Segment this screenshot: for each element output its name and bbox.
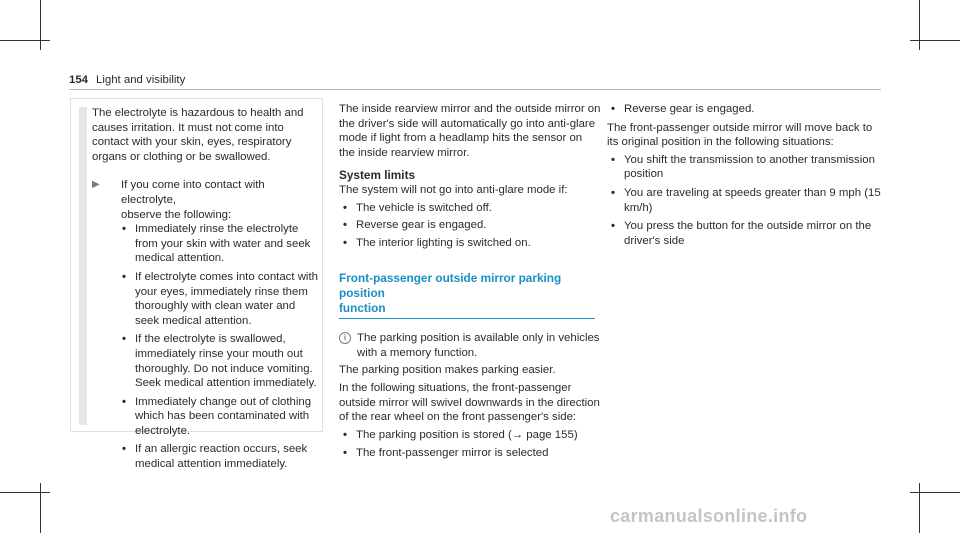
- bullet-icon: •: [122, 395, 126, 408]
- crop-mark: [910, 492, 960, 493]
- bullet-icon: •: [122, 223, 126, 236]
- crop-mark: [910, 40, 960, 41]
- bullet-icon: •: [343, 236, 347, 249]
- note-text: The parking position is available only in vehicles with a memory function.: [357, 332, 600, 359]
- list-item: • You are traveling at speeds greater than 9 mph (15 km/h): [611, 186, 881, 214]
- info-note: [339, 331, 601, 360]
- limits-list: [339, 201, 601, 251]
- section-title-line-2: function: [339, 300, 386, 315]
- anti-glare-intro: The inside rearview mirror and the outside mirror on the driver's side will automatically go into anti-glare mode if light from a headlamp hits the sensor on the inside rearview mirror.: [339, 103, 601, 159]
- instruction-line-2: observe the following:: [121, 208, 232, 221]
- list-item: • Reverse gear is engaged.: [343, 219, 487, 232]
- list-item: • You press the button for the outside mirror on the driver's side: [611, 220, 872, 247]
- instruction-line-1: If you come into contact with electrolyte,: [121, 179, 265, 206]
- bullet-icon: •: [343, 219, 347, 232]
- list-item: • The vehicle is switched off.: [343, 201, 492, 214]
- list-top: [607, 102, 882, 117]
- situations-list: [339, 428, 601, 461]
- list-item: • If electrolyte comes into contact with your eyes, immediately rinse them thoroughly with clean water and seek medical attention.: [122, 270, 318, 327]
- header-divider: [69, 89, 881, 90]
- bullet-icon: •: [122, 333, 126, 346]
- bullet-icon: •: [343, 201, 347, 214]
- list-item: • The parking position is stored (→ page 155): [343, 428, 578, 441]
- section-divider: [339, 318, 595, 319]
- warning-box: [70, 98, 323, 471]
- list-item: • The front-passenger mirror is selected: [343, 447, 549, 460]
- watermark: carmanualsonline.info: [610, 506, 808, 526]
- section-title-line-1: Front-passenger outside mirror parking position: [339, 271, 562, 300]
- list-item: • Immediately change out of clothing which has been contaminated with electrolyte.: [122, 395, 312, 437]
- warning-intro: The electrolyte is hazardous to health and causes irritation. It must not come into contact with your skin, eyes, respiratory organs or clothing or be swallowed.: [92, 107, 304, 163]
- column-right: [607, 102, 882, 248]
- return-situations-list: [607, 153, 882, 249]
- list-item: • If an allergic reaction occurs, seek medical attention immediately.: [122, 443, 308, 471]
- bullet-icon: •: [122, 270, 126, 283]
- instruction: [92, 178, 318, 471]
- crop-mark: [40, 0, 41, 50]
- page-number: 154: [69, 74, 89, 86]
- crop-mark: [919, 0, 920, 50]
- crop-mark: [0, 40, 50, 41]
- crop-mark: [0, 492, 50, 493]
- bullet-icon: •: [611, 220, 615, 233]
- bullet-icon: •: [343, 447, 347, 460]
- list-item: • Immediately rinse the electrolyte from your skin with water and seek medical attention.: [122, 223, 311, 265]
- column-middle: [339, 102, 601, 461]
- paragraph: In the following situations, the front-passenger outside mirror will swivel downwards in the direction of the rear wheel on the front passenger's side:: [339, 381, 600, 424]
- warning-list: [121, 222, 318, 472]
- bullet-icon: •: [611, 153, 615, 166]
- bullet-icon: •: [611, 186, 615, 199]
- warning-bar: [79, 107, 87, 425]
- list-item: • If the electrolyte is swallowed, immediately rinse your mouth out thoroughly. Do not induce vomiting. Seek medical attention immediately.: [122, 333, 317, 390]
- system-limits-heading: System limits: [339, 168, 416, 183]
- bullet-icon: •: [611, 103, 615, 115]
- paragraph: The front-passenger outside mirror will move back to its original position in the following situations:: [607, 121, 873, 149]
- crop-mark: [919, 483, 920, 533]
- arrow-right-icon: ▶: [92, 179, 100, 191]
- crop-mark: [40, 483, 41, 533]
- info-icon: i: [339, 332, 351, 344]
- paragraph: The parking position makes parking easier.: [339, 364, 556, 377]
- list-item: • You shift the transmission to another transmission position: [611, 153, 875, 181]
- list-item: • The interior lighting is switched on.: [343, 236, 531, 249]
- bullet-icon: •: [122, 443, 126, 456]
- limits-intro: The system will not go into anti-glare mode if:: [339, 183, 568, 196]
- bullet-icon: •: [343, 428, 347, 441]
- section-name: Light and visibility: [96, 74, 186, 86]
- list-item: • Reverse gear is engaged.: [611, 103, 755, 115]
